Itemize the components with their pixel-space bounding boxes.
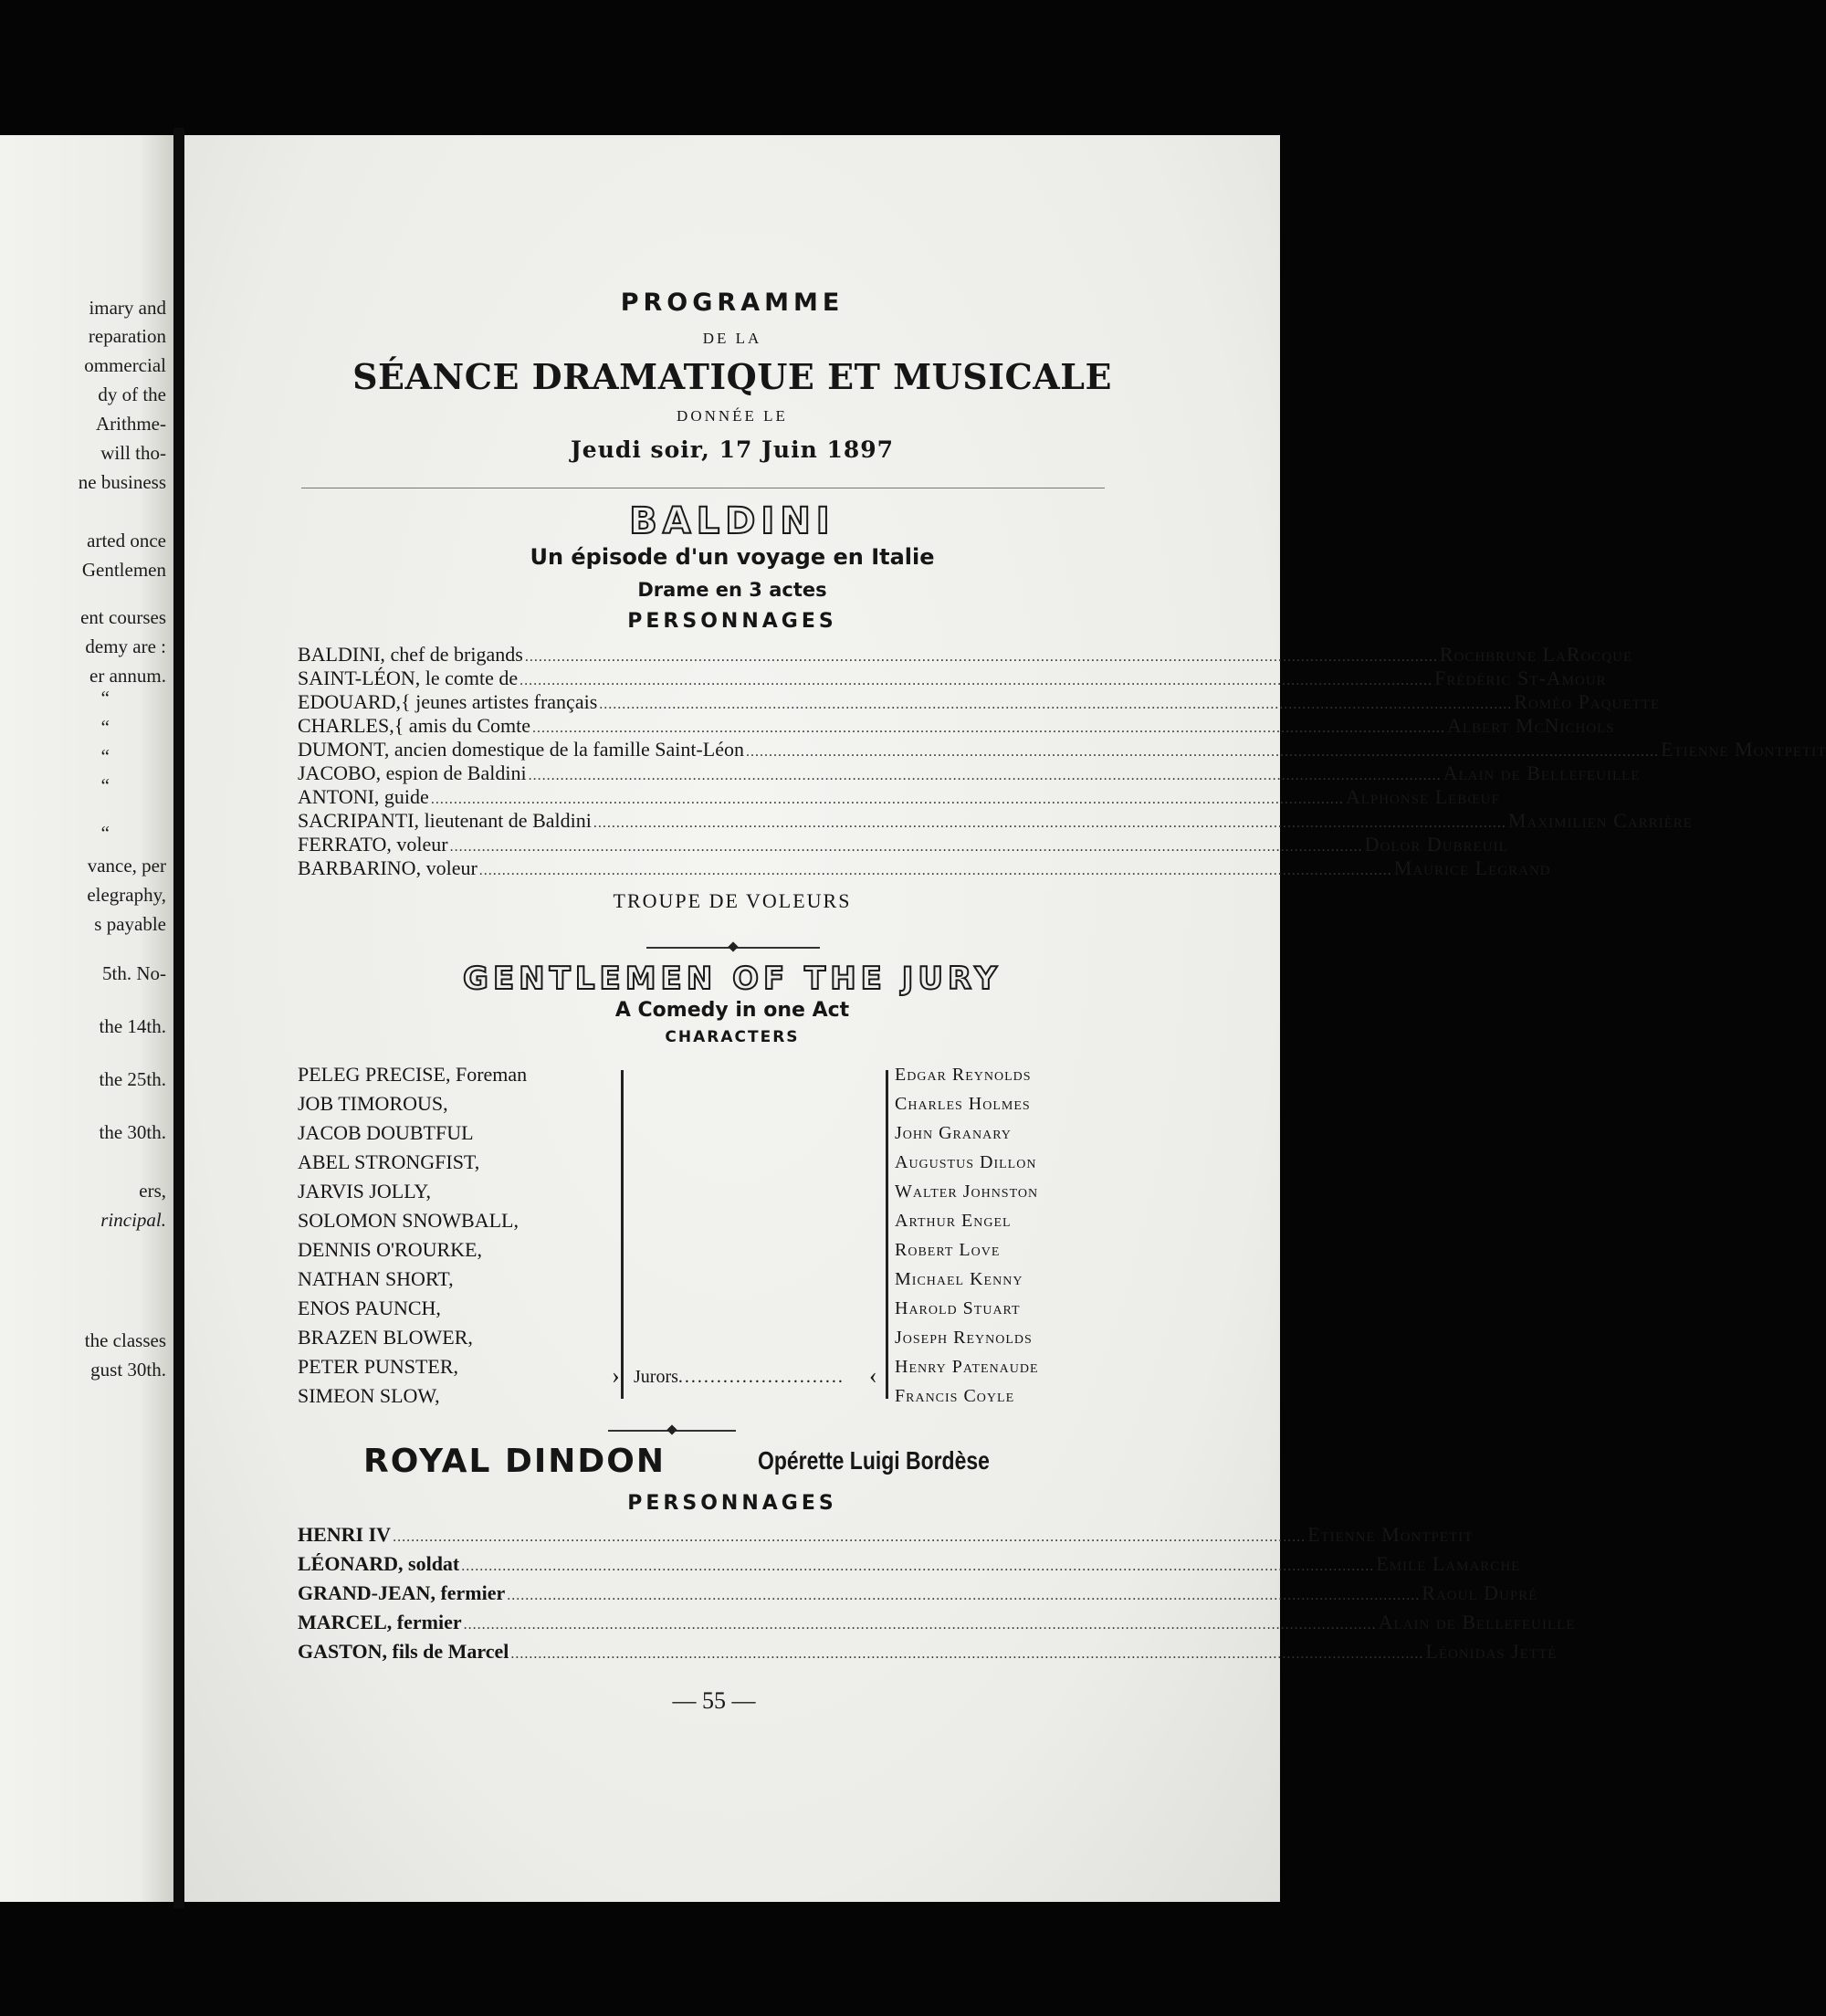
left-page-line: the 14th.	[99, 1015, 166, 1037]
character-name: GRAND-JEAN,	[298, 1581, 436, 1604]
cast-row	[298, 785, 1500, 809]
royal-dindon-subtitle: Opérette Luigi Bordèse	[758, 1446, 990, 1475]
character-role	[298, 643, 523, 667]
character-role	[298, 1611, 462, 1634]
cast-row	[298, 1581, 1538, 1605]
actor-name: Maurice Legrand	[1393, 856, 1551, 879]
character-role	[298, 856, 477, 880]
character-role	[298, 690, 597, 714]
character-role	[298, 1640, 509, 1664]
character-role	[298, 738, 744, 761]
leader-dots: ........................................................................................................................................................................................................	[524, 649, 1438, 665]
character-description: fermier	[392, 1611, 462, 1633]
character-name: DUMONT,	[298, 738, 390, 761]
actor-name: Alain de Bellefeuille	[1443, 761, 1641, 784]
character-name: ANTONI,	[298, 785, 380, 808]
left-page-line: gust 30th.	[90, 1359, 166, 1381]
left-page-line: imary and	[89, 297, 166, 319]
left-page-line: er annum.	[89, 665, 166, 687]
cast-row	[298, 738, 1826, 761]
juror-actor-name: John Granary	[895, 1123, 1012, 1143]
performance-date: Jeudi soir, 17 Juin 1897	[570, 436, 895, 463]
juror-actor-name: Charles Holmes	[895, 1094, 1031, 1114]
juror-actor-name: Walter Johnston	[895, 1181, 1039, 1202]
cast-row	[298, 667, 1607, 690]
left-page-line: “	[100, 716, 110, 738]
character-description: espion de Baldini	[381, 761, 527, 784]
baldini-title: BALDINI	[629, 500, 835, 542]
left-page-line: vance, per	[87, 855, 166, 877]
actor-name: Léonidas Jetté	[1425, 1640, 1558, 1663]
juror-character-name: PELEG PRECISE, Foreman	[298, 1063, 528, 1086]
actor-name: Dolor Dubreuil	[1364, 833, 1508, 856]
character-role	[298, 667, 518, 690]
actor-name: Alain de Bellefeuille	[1378, 1611, 1576, 1633]
leader-dots: ........................................................................................................................................................................................................	[599, 697, 1513, 712]
troupe-text: TROUPE DE VOLEURS	[613, 889, 852, 912]
ornament-dot-2	[666, 1424, 677, 1434]
left-page-line: the classes	[84, 1329, 166, 1351]
character-role	[298, 714, 530, 738]
left-page-line: reparation	[88, 325, 166, 347]
juror-character-name: NATHAN SHORT,	[298, 1267, 454, 1290]
baldini-personnages-heading: PERSONNAGES	[627, 610, 837, 633]
actor-name: Etienne Montpetit	[1307, 1523, 1474, 1546]
leader-dots: ........................................................................................................................................................................................................	[461, 1559, 1375, 1574]
cast-row	[298, 643, 1633, 667]
leader-dots: ........................................................................................................................................................................................................	[430, 792, 1344, 807]
actor-name: Etienne Montpetit	[1660, 738, 1826, 761]
actor-name: Frédéric St-Amour	[1434, 667, 1607, 689]
right-brace	[886, 1070, 888, 1399]
juror-actor-name: Robert Love	[895, 1240, 1001, 1260]
leader-dots: ........................................................................................................................................................................................................	[463, 1617, 1377, 1633]
right-brace-tip: ‹	[869, 1362, 877, 1389]
ornament-dot	[728, 941, 738, 951]
leader-dots: ........................................................................................................................................................................................................	[507, 1588, 1421, 1603]
cast-row	[298, 809, 1693, 833]
baldini-subtitle: Un épisode d'un voyage en Italie	[530, 544, 935, 570]
character-role	[298, 1523, 391, 1547]
character-name: BALDINI,	[298, 643, 385, 666]
juror-actor-name: Henry Patenaude	[895, 1357, 1039, 1377]
leader-dots: ........................................................................................................................................................................................................	[519, 673, 1433, 688]
left-page-line: 5th. No-	[102, 962, 166, 984]
cast-row	[298, 690, 1660, 714]
actor-name: Albert McNichols	[1447, 714, 1615, 737]
left-page-line: will tho-	[100, 442, 166, 464]
character-role	[298, 1552, 459, 1576]
character-description: le comte de	[420, 667, 519, 689]
left-page-line: ent courses	[80, 606, 166, 628]
character-description: fermier	[435, 1581, 506, 1604]
character-description: chef de brigands	[384, 643, 523, 666]
juror-character-name: JOB TIMOROUS,	[298, 1092, 448, 1115]
juror-character-name: JACOB DOUBTFUL	[298, 1121, 474, 1144]
leader-dots: ........................................................................................................................................................................................................	[478, 863, 1392, 878]
juror-character-name: ABEL STRONGFIST,	[298, 1150, 480, 1173]
juror-actor-name: Harold Stuart	[895, 1298, 1021, 1318]
left-page-line: “	[100, 822, 110, 844]
donnee-le-text: DONNÉE LE	[677, 407, 788, 425]
juror-character-name: PETER PUNSTER,	[298, 1355, 459, 1378]
character-role	[298, 833, 448, 856]
seance-title: SÉANCE DRAMATIQUE ET MUSICALE	[352, 356, 1112, 397]
jury-title: GENTLEMEN OF THE JURY	[463, 961, 1002, 997]
leader-dots: ........................................................................................................................................................................................................	[593, 815, 1506, 831]
character-role	[298, 1581, 505, 1605]
left-page-line: the 30th.	[99, 1121, 166, 1143]
juror-character-name: ENOS PAUNCH,	[298, 1297, 441, 1319]
character-description: fils de Marcel	[387, 1640, 509, 1663]
character-name: HENRI IV	[298, 1523, 392, 1546]
juror-actor-name: Edgar Reynolds	[895, 1065, 1032, 1085]
juror-actor-name: Francis Coyle	[895, 1386, 1015, 1406]
character-name: LÉONARD,	[298, 1552, 404, 1575]
left-page-line: dy of the	[98, 383, 166, 405]
character-description: soldat	[403, 1552, 460, 1575]
cast-row	[298, 856, 1551, 880]
character-description: guide	[379, 785, 429, 808]
left-page-line: elegraphy,	[87, 884, 166, 906]
juror-actor-name: Augustus Dillon	[895, 1152, 1037, 1172]
juror-actor-name: Joseph Reynolds	[895, 1328, 1033, 1348]
cast-row	[298, 761, 1641, 785]
royal-dindon-title: ROYAL DINDON	[363, 1443, 666, 1480]
programme-heading: PROGRAMME	[620, 289, 845, 317]
actor-name: Maximilien Carrière	[1507, 809, 1693, 832]
left-brace-tip: ›	[612, 1362, 620, 1389]
leader-dots: ........................................................................................................................................................................................................	[449, 839, 1363, 855]
juror-actor-name: Arthur Engel	[895, 1211, 1012, 1231]
jurors-label	[634, 1367, 845, 1388]
left-page-line: arted once	[87, 530, 166, 551]
left-page-line: “	[100, 774, 110, 796]
juror-character-name: JARVIS JOLLY,	[298, 1180, 431, 1202]
book-gutter	[173, 128, 184, 1908]
jury-characters-heading: CHARACTERS	[665, 1028, 800, 1046]
left-page-line: “	[100, 687, 110, 709]
cast-row	[298, 1552, 1521, 1576]
left-page-line: demy are :	[85, 635, 166, 657]
cast-row	[298, 1611, 1576, 1634]
leader-dots: ........................................................................................................................................................................................................	[528, 768, 1442, 783]
juror-character-name: DENNIS O'ROURKE,	[298, 1238, 482, 1261]
juror-character-name: BRAZEN BLOWER,	[298, 1326, 473, 1349]
jury-subtitle: A Comedy in one Act	[614, 999, 850, 1022]
character-name: SACRIPANTI,	[298, 809, 420, 832]
character-description: { jeunes artistes français	[401, 690, 598, 713]
left-page-line: Gentlemen	[81, 559, 166, 581]
left-page-line: “	[100, 745, 110, 767]
character-name: EDOUARD,	[298, 690, 402, 713]
left-page-line: ommercial	[84, 354, 166, 376]
left-page-line: s payable	[94, 913, 166, 935]
jurors-label-text: Jurors	[634, 1367, 678, 1387]
character-name: GASTON,	[298, 1640, 388, 1663]
page-number: — 55 —	[672, 1687, 756, 1714]
character-description: lieutenant de Baldini	[419, 809, 592, 832]
character-description: ancien domestique de la famille Saint-Léon	[389, 738, 744, 761]
character-role	[298, 809, 592, 833]
left-brace	[621, 1070, 624, 1399]
character-name: CHARLES,	[298, 714, 394, 737]
leader-dots: ........................................................................................................................................................................................................	[510, 1646, 1424, 1662]
character-name: FERRATO,	[298, 833, 392, 856]
actor-name: Emile Lamarche	[1376, 1552, 1521, 1575]
royal-personnages-heading: PERSONNAGES	[627, 1492, 837, 1515]
jurors-leader-dots: ..........................	[677, 1367, 845, 1387]
cast-row	[298, 714, 1615, 738]
juror-actor-name: Michael Kenny	[895, 1269, 1023, 1289]
leader-dots: ........................................................................................................................................................................................................	[532, 720, 1446, 736]
cast-row	[298, 1523, 1474, 1547]
left-page-line: Arithme-	[96, 413, 166, 435]
cast-row	[298, 833, 1508, 856]
character-name: SAINT-LÉON,	[298, 667, 421, 689]
actor-name: Alphonse Lebœuf	[1345, 785, 1500, 808]
juror-character-name: SIMEON SLOW,	[298, 1384, 440, 1407]
actor-name: Raoul Dupré	[1422, 1581, 1538, 1604]
programme-page	[184, 135, 1826, 1902]
left-page-line: rincipal.	[100, 1209, 166, 1231]
cast-row	[298, 1640, 1558, 1664]
actor-name: Roméo Paquette	[1514, 690, 1660, 713]
baldini-genre: Drame en 3 actes	[637, 579, 827, 601]
juror-character-name: SOLOMON SNOWBALL,	[298, 1209, 519, 1232]
character-role	[298, 785, 429, 809]
character-name: BARBARINO,	[298, 856, 422, 879]
character-description: voleur	[421, 856, 477, 879]
actor-name: Rochbrune LaRocque	[1439, 643, 1633, 666]
left-page-line: ers,	[139, 1180, 166, 1202]
previous-page-edge	[0, 135, 173, 1902]
left-page-line: the 25th.	[99, 1068, 166, 1090]
character-name: MARCEL,	[298, 1611, 393, 1633]
character-description: voleur	[391, 833, 448, 856]
de-la-text: DE LA	[702, 330, 762, 347]
character-description: { amis du Comte	[394, 714, 531, 737]
left-page-line: ne business	[78, 471, 166, 493]
character-role	[298, 761, 527, 785]
leader-dots: ........................................................................................................................................................................................................	[393, 1529, 1307, 1545]
leader-dots: ........................................................................................................................................................................................................	[745, 744, 1659, 760]
character-name: JACOBO,	[298, 761, 382, 784]
